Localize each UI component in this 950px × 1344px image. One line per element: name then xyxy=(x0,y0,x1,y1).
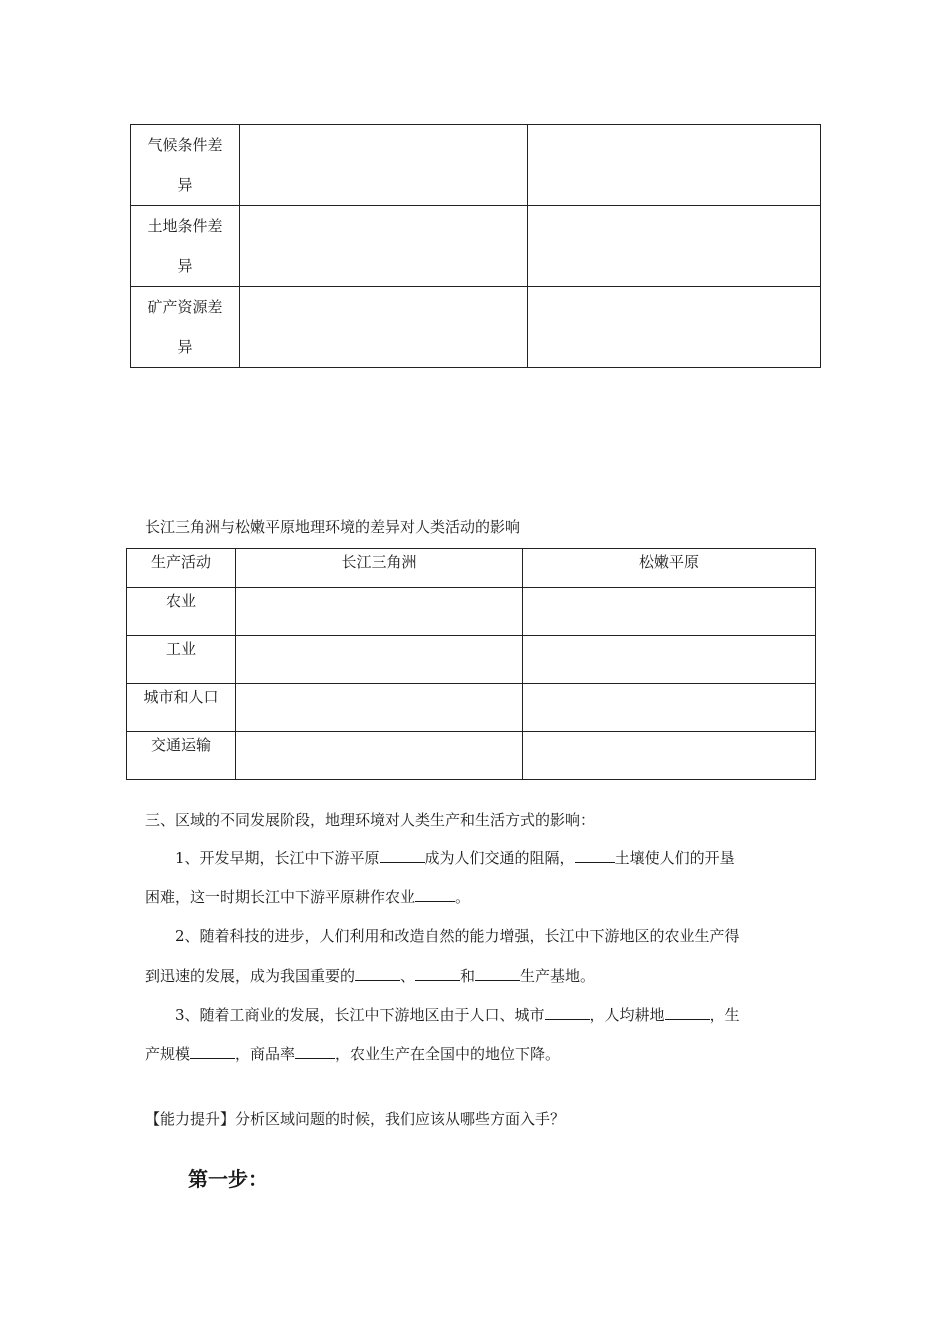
header-yangtze-delta: 长江三角洲 xyxy=(236,549,523,588)
section3-title: 三、区域的不同发展阶段，地理环境对人类生产和生活方式的影响： xyxy=(145,811,596,829)
table-row xyxy=(131,125,821,206)
fill-blank[interactable] xyxy=(665,1005,710,1020)
text: 1、开发早期，长江中下游平原 xyxy=(175,849,380,867)
paragraph-1-line-1 xyxy=(175,847,735,868)
label-line: 异 xyxy=(177,176,193,194)
impact-table xyxy=(126,548,816,780)
table-cell xyxy=(236,684,523,732)
text: 到迅速的发展，成为我国重要的 xyxy=(145,967,356,985)
text: 3、随着工商业的发展，长江中下游地区由于人口、城市 xyxy=(175,1006,545,1024)
paragraph-3-line-2 xyxy=(145,1043,560,1064)
row-label-cities-population: 城市和人口 xyxy=(127,684,236,732)
fill-blank[interactable] xyxy=(475,966,520,981)
text: 成为人们交通的阻隔， xyxy=(424,849,575,867)
paragraph-2-line-2 xyxy=(145,965,595,986)
table-row xyxy=(127,732,816,780)
table-row xyxy=(131,206,821,287)
table-cell xyxy=(528,206,821,287)
table-cell xyxy=(240,125,528,206)
table-cell xyxy=(240,287,528,368)
label-line: 异 xyxy=(177,338,193,356)
table-cell xyxy=(236,588,523,636)
table-cell xyxy=(528,287,821,368)
fill-blank[interactable] xyxy=(355,966,400,981)
table-cell xyxy=(523,732,816,780)
text: 、 xyxy=(400,967,416,985)
fill-blank[interactable] xyxy=(545,1005,590,1020)
text: ，人均耕地 xyxy=(589,1006,665,1024)
text: 生产基地。 xyxy=(520,967,596,985)
text: 困难，这一时期长江中下游平原耕作农业 xyxy=(145,888,416,906)
fill-blank[interactable] xyxy=(575,848,615,863)
table-header-row xyxy=(127,549,816,588)
fill-blank[interactable] xyxy=(295,1044,335,1059)
step-one-heading: 第一步： xyxy=(188,1167,268,1191)
fill-blank[interactable] xyxy=(380,848,425,863)
label-line: 气候条件差 xyxy=(147,136,223,154)
table-cell xyxy=(523,636,816,684)
table-row xyxy=(131,287,821,368)
fill-blank[interactable] xyxy=(415,887,455,902)
row-label-climate xyxy=(131,125,240,206)
text: ，商品率 xyxy=(235,1045,296,1063)
label-line: 异 xyxy=(177,257,193,275)
table-cell xyxy=(523,588,816,636)
table-cell xyxy=(528,125,821,206)
table-cell xyxy=(236,636,523,684)
label-line: 矿产资源差 xyxy=(147,298,223,316)
row-label-industry: 工业 xyxy=(127,636,236,684)
paragraph-3-line-1 xyxy=(175,1004,740,1025)
table-row xyxy=(127,684,816,732)
fill-blank[interactable] xyxy=(415,966,460,981)
row-label-minerals xyxy=(131,287,240,368)
label-line: 土地条件差 xyxy=(147,217,223,235)
table-row xyxy=(127,588,816,636)
row-label-agriculture: 农业 xyxy=(127,588,236,636)
paragraph-2-line-1: 2、随着科技的进步，人们利用和改造自然的能力增强，长江中下游地区的农业生产得 xyxy=(175,927,740,945)
text: 产规模 xyxy=(145,1045,191,1063)
impact-table-caption: 长江三角洲与松嫩平原地理环境的差异对人类活动的影响 xyxy=(145,518,521,536)
table-cell xyxy=(240,206,528,287)
environment-difference-table xyxy=(130,124,821,368)
table-row xyxy=(127,636,816,684)
ability-prompt: 【能力提升】分析区域问题的时候，我们应该从哪些方面入手？ xyxy=(145,1110,566,1128)
header-activity: 生产活动 xyxy=(127,549,236,588)
row-label-land xyxy=(131,206,240,287)
text: ，生 xyxy=(709,1006,740,1024)
fill-blank[interactable] xyxy=(190,1044,235,1059)
text: 和 xyxy=(460,967,476,985)
text: 土壤使人们的开垦 xyxy=(614,849,735,867)
header-songnen-plain: 松嫩平原 xyxy=(523,549,816,588)
text: ，农业生产在全国中的地位下降。 xyxy=(335,1045,561,1063)
text: 。 xyxy=(455,888,471,906)
table-cell xyxy=(523,684,816,732)
table-cell xyxy=(236,732,523,780)
row-label-transport: 交通运输 xyxy=(127,732,236,780)
paragraph-1-line-2 xyxy=(145,886,470,907)
